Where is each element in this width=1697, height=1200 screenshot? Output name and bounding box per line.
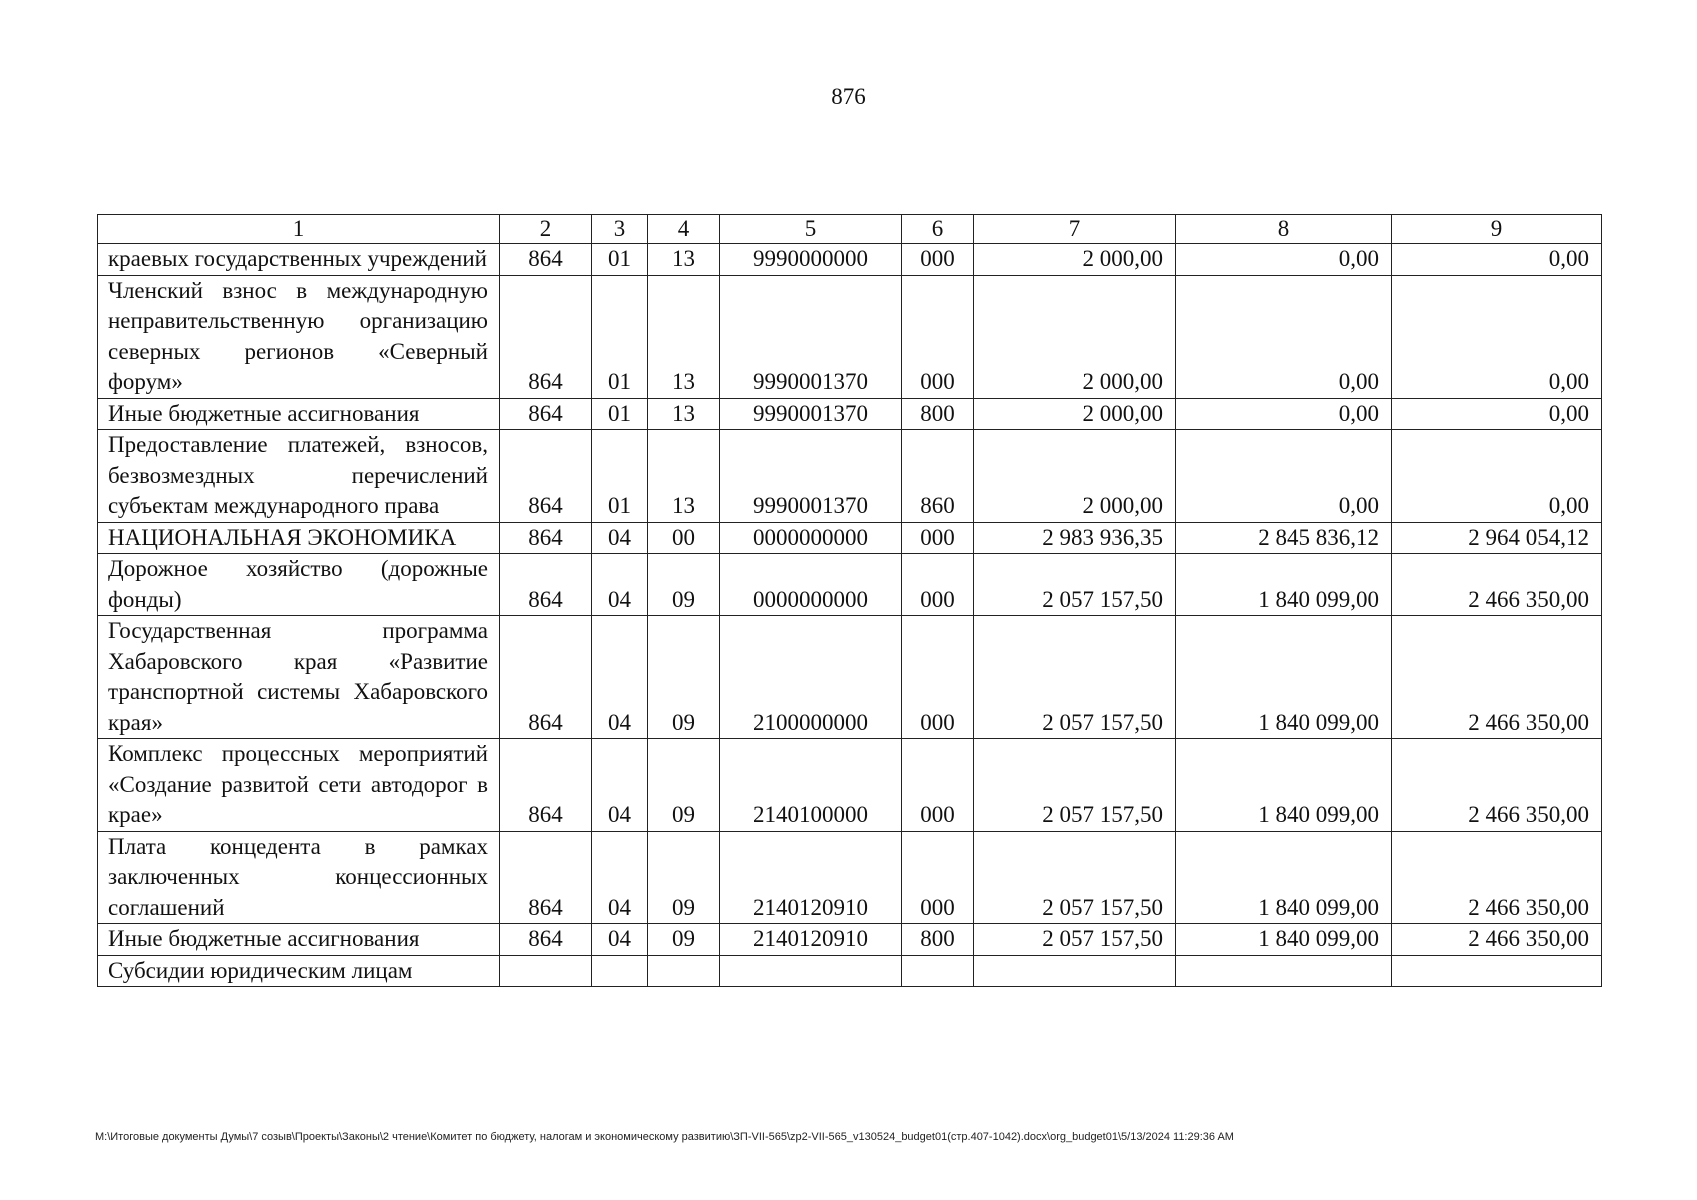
subsection-code-cell: 09 — [648, 831, 720, 924]
amount-year1-cell: 2 000,00 — [974, 244, 1176, 276]
target-article-cell: 0000000000 — [720, 554, 902, 616]
ved-code-cell — [500, 955, 592, 987]
amount-year3-cell — [1392, 955, 1602, 987]
section-code-cell: 04 — [592, 739, 648, 832]
column-header: 9 — [1392, 215, 1602, 244]
amount-year2-cell: 1 840 099,00 — [1176, 924, 1392, 956]
expense-type-cell: 000 — [902, 554, 974, 616]
amount-year2-cell: 1 840 099,00 — [1176, 554, 1392, 616]
subsection-code-cell: 00 — [648, 522, 720, 554]
row-name-cell: Государственная программа Хабаровского края «Развитие транспортной системы Хабаровского края» — [98, 616, 500, 739]
section-code-cell: 01 — [592, 275, 648, 398]
expense-type-cell: 000 — [902, 831, 974, 924]
target-article-cell: 9990001370 — [720, 275, 902, 398]
budget-table — [97, 214, 1602, 987]
table-row — [98, 244, 1602, 276]
table-row — [98, 831, 1602, 924]
section-code-cell: 04 — [592, 522, 648, 554]
target-article-cell: 0000000000 — [720, 522, 902, 554]
section-code-cell: 01 — [592, 430, 648, 523]
amount-year1-cell: 2 000,00 — [974, 398, 1176, 430]
amount-year3-cell: 2 466 350,00 — [1392, 739, 1602, 832]
subsection-code-cell: 13 — [648, 398, 720, 430]
table-row — [98, 554, 1602, 616]
amount-year1-cell: 2 057 157,50 — [974, 616, 1176, 739]
subsection-code-cell: 09 — [648, 554, 720, 616]
section-code-cell: 04 — [592, 831, 648, 924]
subsection-code-cell: 09 — [648, 924, 720, 956]
row-name-cell: Плата концедента в рамках заключенных концессионных соглашений — [98, 831, 500, 924]
expense-type-cell: 000 — [902, 275, 974, 398]
target-article-cell: 9990001370 — [720, 430, 902, 523]
ved-code-cell: 864 — [500, 831, 592, 924]
ved-code-cell: 864 — [500, 924, 592, 956]
subsection-code-cell: 13 — [648, 275, 720, 398]
ved-code-cell: 864 — [500, 739, 592, 832]
table-row — [98, 522, 1602, 554]
expense-type-cell: 800 — [902, 924, 974, 956]
amount-year3-cell: 0,00 — [1392, 398, 1602, 430]
row-name-cell: Иные бюджетные ассигнования — [98, 398, 500, 430]
column-header: 1 — [98, 215, 500, 244]
target-article-cell: 2140120910 — [720, 831, 902, 924]
row-name-cell: Членский взнос в международную неправительственную организацию северных регионов «Северный форум» — [98, 275, 500, 398]
subsection-code-cell — [648, 955, 720, 987]
section-code-cell: 04 — [592, 924, 648, 956]
column-header: 8 — [1176, 215, 1392, 244]
target-article-cell: 2100000000 — [720, 616, 902, 739]
amount-year3-cell: 2 466 350,00 — [1392, 554, 1602, 616]
amount-year2-cell: 0,00 — [1176, 275, 1392, 398]
expense-type-cell — [902, 955, 974, 987]
ved-code-cell: 864 — [500, 616, 592, 739]
amount-year1-cell: 2 057 157,50 — [974, 831, 1176, 924]
amount-year1-cell: 2 057 157,50 — [974, 554, 1176, 616]
amount-year3-cell: 2 964 054,12 — [1392, 522, 1602, 554]
file-path-footer: M:\Итоговые документы Думы\7 созыв\Проекты\Законы\2 чтение\Комитет по бюджету, налогам и экономическому развитию\ЗП-VII-565\zp2-VII-565_v130524_budget01(стр.407-1042).docx\org_budget01\5/13/2024 11:29:36 AM — [95, 1131, 1234, 1143]
section-code-cell: 04 — [592, 554, 648, 616]
subsection-code-cell: 13 — [648, 244, 720, 276]
amount-year3-cell: 2 466 350,00 — [1392, 924, 1602, 956]
subsection-code-cell: 09 — [648, 739, 720, 832]
header-row — [98, 215, 1602, 244]
amount-year3-cell: 0,00 — [1392, 275, 1602, 398]
page-number: 876 — [831, 84, 866, 109]
amount-year2-cell — [1176, 955, 1392, 987]
row-name-cell: краевых государственных учреждений — [98, 244, 500, 276]
expense-type-cell: 000 — [902, 739, 974, 832]
row-name-cell: Комплекс процессных мероприятий «Создание развитой сети автодорог в крае» — [98, 739, 500, 832]
column-header: 7 — [974, 215, 1176, 244]
expense-type-cell: 860 — [902, 430, 974, 523]
section-code-cell: 04 — [592, 616, 648, 739]
column-header: 6 — [902, 215, 974, 244]
table-row — [98, 398, 1602, 430]
amount-year1-cell: 2 983 936,35 — [974, 522, 1176, 554]
amount-year2-cell: 1 840 099,00 — [1176, 739, 1392, 832]
ved-code-cell: 864 — [500, 430, 592, 523]
ved-code-cell: 864 — [500, 522, 592, 554]
target-article-cell: 9990000000 — [720, 244, 902, 276]
target-article-cell: 9990001370 — [720, 398, 902, 430]
section-code-cell — [592, 955, 648, 987]
table-row — [98, 616, 1602, 739]
target-article-cell — [720, 955, 902, 987]
amount-year3-cell: 0,00 — [1392, 244, 1602, 276]
row-name-cell: Иные бюджетные ассигнования — [98, 924, 500, 956]
amount-year1-cell: 2 057 157,50 — [974, 924, 1176, 956]
section-code-cell: 01 — [592, 244, 648, 276]
expense-type-cell: 000 — [902, 616, 974, 739]
row-name-cell: НАЦИОНАЛЬНАЯ ЭКОНОМИКА — [98, 522, 500, 554]
amount-year2-cell: 0,00 — [1176, 244, 1392, 276]
ved-code-cell: 864 — [500, 244, 592, 276]
column-header: 3 — [592, 215, 648, 244]
amount-year2-cell: 0,00 — [1176, 430, 1392, 523]
row-name-cell: Дорожное хозяйство (дорожные фонды) — [98, 554, 500, 616]
expense-type-cell: 000 — [902, 522, 974, 554]
subsection-code-cell: 09 — [648, 616, 720, 739]
ved-code-cell: 864 — [500, 398, 592, 430]
amount-year2-cell: 2 845 836,12 — [1176, 522, 1392, 554]
amount-year3-cell: 2 466 350,00 — [1392, 831, 1602, 924]
table-row-partial — [98, 955, 1602, 987]
amount-year2-cell: 1 840 099,00 — [1176, 616, 1392, 739]
target-article-cell: 2140120910 — [720, 924, 902, 956]
amount-year3-cell: 2 466 350,00 — [1392, 616, 1602, 739]
amount-year1-cell: 2 000,00 — [974, 430, 1176, 523]
expense-type-cell: 000 — [902, 244, 974, 276]
column-header: 4 — [648, 215, 720, 244]
amount-year2-cell: 1 840 099,00 — [1176, 831, 1392, 924]
ved-code-cell: 864 — [500, 275, 592, 398]
table-body — [98, 244, 1602, 987]
row-name-cell: Предоставление платежей, взносов, безвозмездных перечислений субъектам международного права — [98, 430, 500, 523]
target-article-cell: 2140100000 — [720, 739, 902, 832]
amount-year2-cell: 0,00 — [1176, 398, 1392, 430]
section-code-cell: 01 — [592, 398, 648, 430]
amount-year1-cell — [974, 955, 1176, 987]
table-row — [98, 275, 1602, 398]
expense-type-cell: 800 — [902, 398, 974, 430]
column-header: 5 — [720, 215, 902, 244]
subsection-code-cell: 13 — [648, 430, 720, 523]
amount-year3-cell: 0,00 — [1392, 430, 1602, 523]
row-name-cell: Субсидии юридическим лицам — [98, 955, 500, 987]
table-row — [98, 924, 1602, 956]
table-row — [98, 430, 1602, 523]
amount-year1-cell: 2 000,00 — [974, 275, 1176, 398]
ved-code-cell: 864 — [500, 554, 592, 616]
amount-year1-cell: 2 057 157,50 — [974, 739, 1176, 832]
table-row — [98, 739, 1602, 832]
column-header: 2 — [500, 215, 592, 244]
